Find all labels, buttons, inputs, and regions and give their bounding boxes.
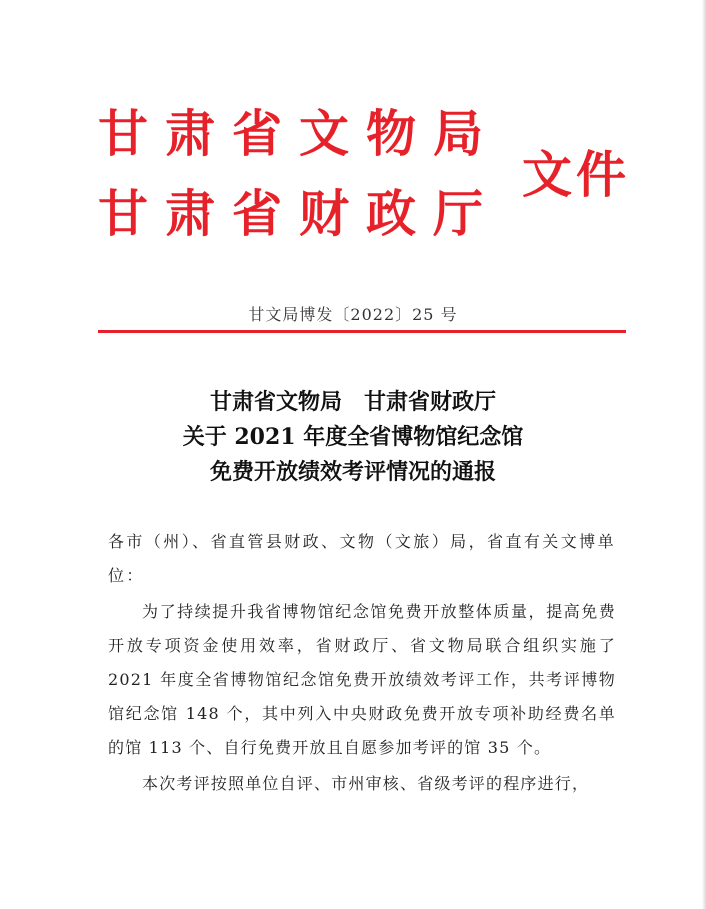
- title-line-3: 免费开放绩效考评情况的通报: [209, 459, 496, 485]
- document-type-label: 文件: [522, 145, 630, 204]
- scan-edge-shadow: [702, 0, 706, 909]
- title-issuer-2: 甘肃省财政厅: [364, 389, 497, 415]
- issuer-name-1: 甘肃省文物局: [98, 104, 500, 163]
- document-title: [0, 385, 706, 490]
- paragraph-1: 为了持续提升我省博物馆纪念馆免费开放整体质量，提高免费开放专项资金使用效率，省财政厅、省文物局联合组织实施了 2021 年度全省博物馆纪念馆免费开放绩效考评工作，共考评博物馆纪念馆 148 个，其中列入中央财政免费开放专项补助经费名单的馆 113 个、自行免费开放且自愿参加考评的馆 35 个。: [108, 602, 616, 757]
- title-line-2: 关于 2021 年度全省博物馆纪念馆: [182, 424, 524, 450]
- red-divider-line: [98, 330, 626, 333]
- title-line-1: [0, 385, 706, 420]
- document-body: [108, 525, 616, 803]
- issuer-name-2: 甘肃省财政厅: [98, 184, 500, 243]
- paragraph-2: 本次考评按照单位自评、市州审核、省级考评的程序进行，: [142, 774, 590, 793]
- title-issuer-1: 甘肃省文物局: [209, 389, 342, 415]
- document-number: 甘文局博发〔2022〕25 号: [248, 305, 458, 324]
- salutation: 各市（州）、省直管县财政、文物（文旅）局，省直有关文博单位：: [108, 532, 616, 585]
